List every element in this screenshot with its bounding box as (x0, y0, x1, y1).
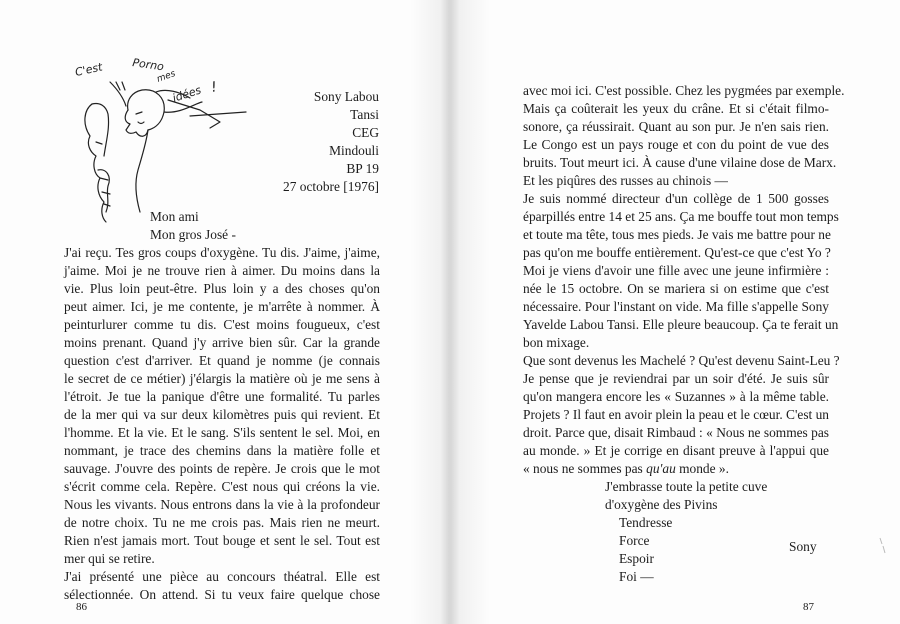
virtue-line: Force (619, 533, 650, 548)
text-line: J'ai reçu. Tes gros coups d'oxygène. Tu dis. J'aime, j'aime, (64, 245, 380, 260)
text-line: et toute ma tête, tous mes pieds. Je vais me battre pour ne (523, 227, 831, 242)
text-line: nommant, je trace des chemins dans la matière folle et (64, 443, 380, 458)
text-line: sauvage. J'ouvre des points de repère. Je crois que le mot (64, 461, 380, 476)
text-line: nécessaire. Pour l'instant on vide. Ma fille s'appelle Sony (523, 299, 829, 314)
text-line: peut aimer. Ici, je me contente, je m'arrête à nommer. À (64, 299, 380, 314)
ink-mark-icon (878, 536, 888, 556)
text-line: le secret de ce métier) j'élargis la matière où je me sens à (64, 371, 380, 386)
text-line: pas qu'on me bouffe entièrement. Qu'est-ce que c'est Yo ? (523, 245, 831, 260)
text-line: Et les piqûres des russes au chinois — (523, 173, 728, 188)
left-page (0, 0, 449, 624)
text-line: bruits. Tout meurt ici. À cause d'une vilaine dose de Marx. (523, 155, 837, 170)
text-line: née le 15 octobre. On se mariera si on estime que c'est (523, 281, 829, 296)
text-line: Projets ? Il faut en avoir plein la peau et le cœur. C'est un (523, 407, 829, 422)
text-line: Yavelde Labou Tansi. Elle pleure beaucoup. Ça te ferait un (523, 317, 839, 332)
sketch-caption-word-5: ! (209, 79, 219, 96)
sketch-caption-word-3: mes (155, 68, 177, 85)
text-line: j'aime. Moi je ne trouve rien à aimer. Du moins dans la (64, 263, 380, 278)
caricature-sketch-icon (70, 52, 250, 232)
text-line: de notre choix. Tu ne me crois pas. Mais rien ne meurt. (64, 515, 380, 530)
salutation-line: Mon ami (150, 209, 199, 224)
address-line: Sony Labou (313, 89, 379, 104)
closing-line: J'embrasse toute la petite cuve (605, 479, 768, 494)
quote-after: monde ». (675, 461, 729, 476)
text-line: droit. Parce que, disait Rimbaud : « Nous ne sommes pas (523, 425, 829, 440)
text-line: mer qui se retire. (64, 551, 155, 566)
address-date: 27 octobre [1976] (283, 179, 379, 194)
text-line: s'écrit comme cela. Repère. C'est nous qui créons la vie. (64, 479, 380, 494)
text-line: peinturlurer comme tu dis. C'est moins fougueux, c'est (64, 317, 380, 332)
text-line: Que sont devenus les Machelé ? Qu'est devenu Saint-Leu ? (523, 353, 840, 368)
address-line: Mindouli (329, 143, 379, 158)
quote-italic: qu'au (646, 461, 676, 476)
text-line: Rien n'est jamais mort. Tout bouge et sent le sel. Tout est (64, 533, 380, 548)
salutation-line: Mon gros José - (150, 227, 236, 242)
signature: Sony (789, 539, 817, 554)
sketch-caption-word-2: Porno (131, 56, 165, 74)
text-line: question c'est d'arriver. Et quand je nomme (je connais (64, 353, 380, 368)
page-number-left: 86 (76, 601, 87, 613)
right-page (451, 0, 900, 624)
text-line: sonore, ça réussirait. Quant au son pur. Je n'en sais rien. (523, 119, 829, 134)
address-line: BP 19 (346, 161, 379, 176)
virtue-line: Foi — (619, 569, 654, 584)
text-line: J'ai présenté une pièce au concours théatral. Elle est (64, 569, 380, 584)
address-line: CEG (352, 125, 379, 140)
text-line: Je pense que je reviendrai par un soir d'été. Je suis sûr (523, 371, 829, 386)
text-line: Moi je viens d'avoir une fille avec une jeune infirmière : (523, 263, 829, 278)
page-number-right: 87 (803, 601, 814, 613)
text-line: l'homme. Et la vie. Et le sang. S'ils sentent le sel. Moi, en (64, 425, 380, 440)
address-line: Tansi (350, 107, 379, 122)
text-line: sélectionnée. On attend. Si tu veux faire quelque chose (64, 587, 380, 602)
book-gutter-shadow (410, 0, 490, 624)
text-line: bon mixage. (523, 335, 590, 350)
text-line: Mais ça coûterait les yeux du crâne. Et si c'était filmo- (523, 101, 829, 116)
text-line: de la mer qui va sur deux kilomètres puis qui revient. Et (64, 407, 380, 422)
text-line: éparpillés entre 14 et 25 ans. Ça me bouffe tout mon temps (523, 209, 839, 224)
text-line: Nous les vivants. Nous entrons dans la vie à la profondeur (64, 497, 380, 512)
virtue-line: Espoir (619, 551, 654, 566)
quote-line (523, 460, 729, 478)
text-line: avec moi ici. C'est possible. Chez les pygmées par exemple. (523, 83, 845, 98)
text-line: l'étroit. Je tue la panique d'être une formalité. Tu parles (64, 389, 380, 404)
text-line: au monde. » Et je corrige en disant preuve à l'appui que (523, 443, 829, 458)
virtue-line: Tendresse (619, 515, 673, 530)
closing-line: d'oxygène des Pivins (605, 497, 718, 512)
text-line: qu'on mangera encore les « Suzannes » à la même table. (523, 389, 829, 404)
quote-before: « nous ne sommes pas (523, 461, 647, 476)
sketch-caption-word-4: idées (170, 83, 203, 105)
text-line: vie. Plus loin peut-être. Plus loin y a des choses qu'on (64, 281, 380, 296)
text-line: moins prenant. Quand j'y arrive bien sûr. Car la grande (64, 335, 380, 350)
text-line: Le Congo est un pays rouge et con du point de vue des (523, 137, 829, 152)
text-line: Je suis nommé directeur d'un collège de 1 500 gosses (523, 191, 829, 206)
sketch-caption-word-1: C'est (73, 60, 104, 79)
